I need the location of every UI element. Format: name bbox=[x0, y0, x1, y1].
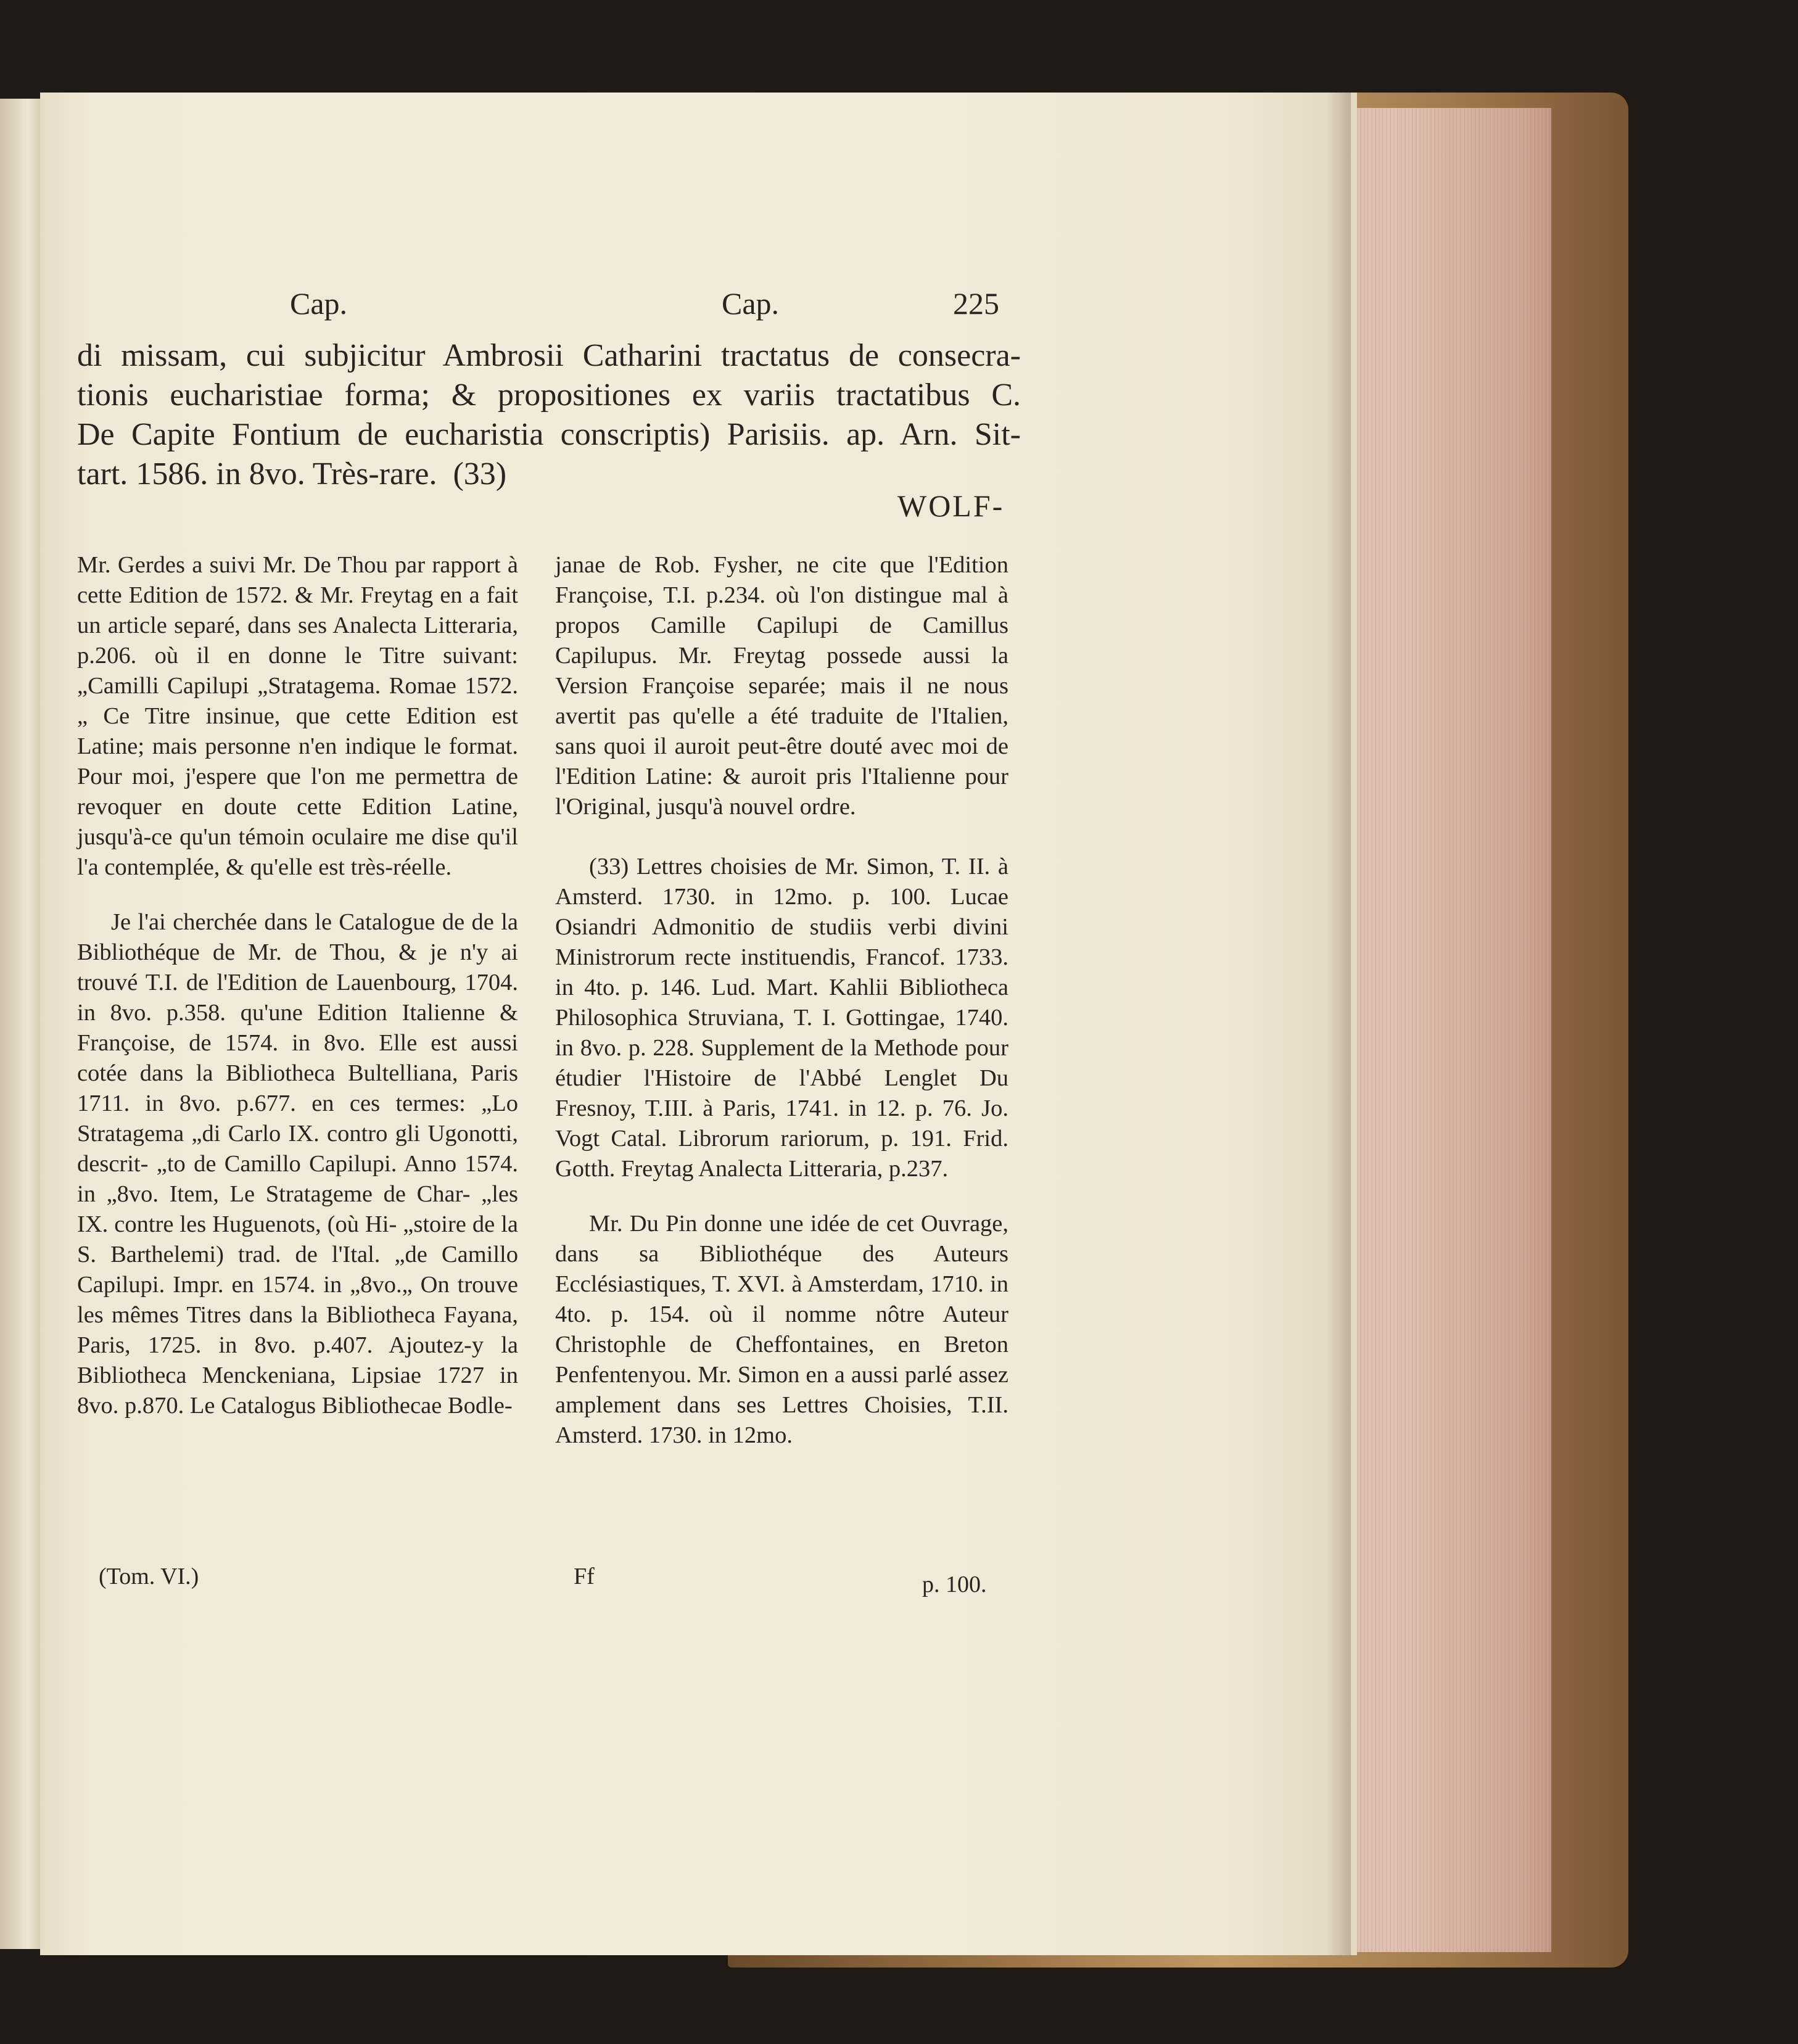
facing-page-edge bbox=[0, 99, 40, 1949]
running-head-center: Cap. bbox=[722, 286, 780, 321]
left-column bbox=[77, 550, 518, 1421]
running-head-left: Cap. bbox=[290, 286, 348, 321]
paragraph: Je l'ai cherchée dans le Catalogue de de la Bibliothéque de Mr. de Thou, & je n'y ai trouvé T.I. de l'Edition de Lauenbourg, 1704. in 8vo. p.358. qu'une Edition Italienne & Françoise, de 1574. in 8vo. Elle est aussi cotée dans la Bibliotheca Bultelliana, Paris 1711. in 8vo. p.677. en ces termes: „Lo Stratagema „di Carlo IX. contro gli Ugonotti, descrit- „to de Camillo Capilupi. Anno 1574. in „8vo. Item, Le Stratageme de Char- „les IX. contre les Huguenots, (où Hi- „stoire de la S. Barthelemi) trad. de l'Ital. „de Camillo Capilupi. Impr. en 1574. in „8vo.„ On trouve les mêmes Titres dans la Bibliotheca Fayana, Paris, 1725. in 8vo. p.407. Ajoutez-y la Bibliotheca Menckeniana, Lipsiae 1727 in 8vo. p.870. Le Catalogus Bibliothecae Bodle- bbox=[77, 909, 518, 1419]
catchword-bottom: p. 100. bbox=[922, 1572, 987, 1597]
paragraph: Mr. Gerdes a suivi Mr. De Thou par rapport à cette Edition de 1572. & Mr. Freytag en a fait un article separé, dans ses Analecta Litteraria, p.206. où il en donne le Titre suivant: „Camilli Capilupi „Stratagema. Romae 1572.„ Ce Titre insinue, que cette Edition est Latine; mais personne n'en indique le format. Pour moi, j'espere que l'on me permettra de revoquer en doute cette Edition Latine, jusqu'à-ce qu'un témoin oculaire me dise qu'il l'a contemplée, & qu'elle est très-réelle. bbox=[77, 552, 518, 880]
page-gutter-shadow bbox=[1326, 93, 1351, 1955]
signature-mark: Ff bbox=[574, 1564, 595, 1589]
title-line-last bbox=[77, 455, 1021, 494]
title-line: De Capite Fontium de eucharistia conscriptis) Parisiis. ap. Arn. Sit- bbox=[77, 417, 1021, 452]
right-column bbox=[555, 550, 1008, 1451]
volume-label: (Tom. VI.) bbox=[99, 1564, 199, 1589]
catchword-top: WOLF- bbox=[897, 488, 1005, 523]
entry-title bbox=[77, 336, 1021, 494]
page-edges bbox=[1342, 108, 1551, 1952]
title-tail: tart. 1586. in 8vo. Très-rare. bbox=[77, 456, 437, 492]
footnote-paragraph: (33) Lettres choisies de Mr. Simon, T. II. à Amsterd. 1730. in 12mo. p. 100. Lucae Osiandri Admonitio de studiis verbi divini Ministrorum recte instituendis, Francof. 1733. in 4to. p. 146. Lud. Mart. Kahlii Bibliotheca Philosophica Struviana, T. I. Gottingae, 1740. in 8vo. p. 228. Supplement de la Methode pour étudier l'Histoire de l'Abbé Lenglet Du Fresnoy, T.III. à Paris, 1741. in 12. p. 76. Jo. Vogt Catal. Librorum rariorum, p. 191. Frid. Gotth. Freytag Analecta Litteraria, p.237. bbox=[555, 854, 1008, 1182]
title-line: di missam, cui subjicitur Ambrosii Catharini tractatus de consecra- bbox=[77, 338, 1021, 373]
title-line: tionis eucharistiae forma; & propositiones ex variis tractatibus C. bbox=[77, 377, 1021, 413]
paragraph: janae de Rob. Fysher, ne cite que l'Edition Françoise, T.I. p.234. où l'on distingue mal à propos Camille Capilupi de Camillus Capilupus. Mr. Freytag possede aussi la Version Françoise separée; mais il ne nous avertit pas qu'elle a été traduite de l'Italien, sans quoi il auroit peut-être douté avec moi de l'Edition Latine: & auroit pris l'Italienne pour l'Original, jusqu'à nouvel ordre. bbox=[555, 552, 1008, 820]
paragraph: Mr. Du Pin donne une idée de cet Ouvrage, dans sa Bibliothéque des Auteurs Ecclésiastiques, T. XVI. à Amsterdam, 1710. in 4to. p. 154. où il nomme nôtre Auteur Christophle de Cheffontaines, en Breton Penfentenyou. Mr. Simon en a aussi parlé assez amplement dans ses Lettres Choisies, T.II. Amsterd. 1730. in 12mo. bbox=[555, 1211, 1008, 1448]
footnote-ref: (33) bbox=[453, 456, 507, 492]
page-number: 225 bbox=[953, 286, 999, 321]
